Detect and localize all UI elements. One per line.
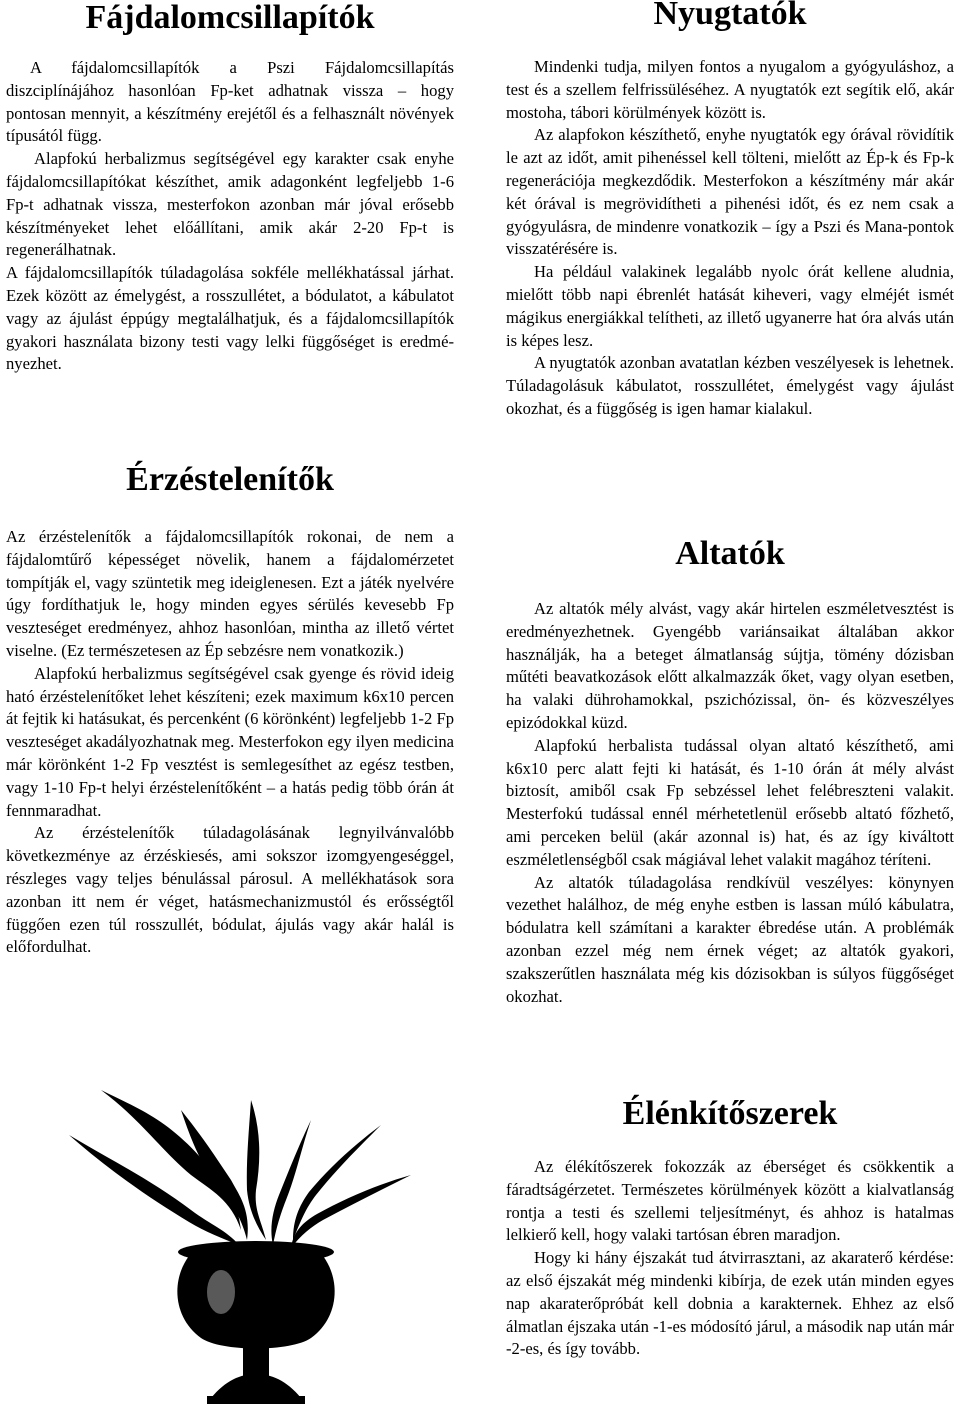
section-title: Altatók [675,535,785,572]
paragraph: Hogy ki hány éjszakát tud átvirrasztani, az akaraterő kérdése: az első éjszakát még mindenki kibírja, de ezek után minden egyes nap akaraterőpróbát kell dobnia a karakternek. Ehhez az első álmatlan éjszaka után -1-es módosító járul, a második nap után már -2-es, és így tovább. [506,1248,954,1359]
paragraph: Az érzéstelenítők túladagolásának legnyilvánvalóbb következménye az érzéskiesés, ami sokszor izomgyengeséggel, részleges vagy teljes bénulással párosul. A mellékhatások sora azonban itt nem ér véget, hatásmechanizmustól és erősségtől függően ezen túl rosszullét, bódulat, ájulás vagy akár halál is előfordulhat. [6,823,454,957]
paragraph: Az altatók mély alvást, vagy akár hirtelen eszméletvesztést is eredményezhetnek. Gyengébb variánsaikat általában akkor használják, ha a beteget álmatlanság sújtja, tömény dózisban műtéti beavatkozások előtt alkalmazzák őket, vagy olyan esetben, ha valaki dührohamokkal, pszichózissal, ön- és közveszélyes epizódokkal küzd. [506,599,954,732]
section-altatok [506,536,954,1008]
paragraph: Az élékítőszerek fokozzák az éberséget és csökkentik a fáradtságérzetet. Természetes körülmények között a kialvatlanság rontja a testi és szellemi teljesítményt, és ahhoz is hatalmas lelkierő kell, hogy valaki tartósan ébren maradjon. [506,1157,954,1245]
paragraph: Alapfokú herbalizmus segítségével egy karakter csak enyhe fájdalomcsillapítókat készíthet, amik adagonként legfeljebb 1-6 Fp-t adhatnak vissza, mesterfokon azonban már jóval erősebb készítményeket lehet előállítani, amik akár 2-20 Fp-t is regenerálhatnak. [6,149,454,260]
paragraph: Alapfokú herbalizmus segítségével csak gyenge és rövid ideig ható érzéstelenítőket lehet készíteni; ezek maximum k6x10 percen át fejtik ki hatásukat, és percenként (6 körönként) legfeljebb 1-2 Fp veszteséget akadályozhatnak meg. Mesterfokon egy ilyen medicina már körönként 1-2 Fp vesztést is semlegesíthet az egész testben, vagy 1-10 Fp-t helyi érzéstelenítőként – a hatás pedig több órán át fennmaradhat. [6,663,454,820]
paragraph: A fájdalomcsillapítók túladagolása sokféle mellékhatással járhat. Ezek között az émelygést, a rosszullétet, a bódulatot, a kábulatot vagy az ájulást éppúgy megtalálhatjuk, és a fájdalomcsillapítók gyakori használata bizony testi vagy lelki függőséget is eredményezhet. [6,263,454,374]
section-fajdalomcsillapitok [6,0,454,376]
section-nyugtatok [506,0,954,421]
section-elenkitoszerek [506,1096,954,1361]
section-title: Élénkítőszerek [622,1095,838,1132]
section-erzestelenitok [6,462,454,959]
paragraph: A nyugtatók azonban avatatlan kézben veszélyesek is lehetnek. Túladagolásuk kábulatot, rosszullétet, émelygést vagy ájulást okozhat, és a függőség is igen hamar kialakul. [506,353,954,418]
cauldron-illustration [61,1080,441,1410]
paragraph: A fájdalomcsillapítók a Pszi Fájdalomcsillapítás diszciplínájához hasonlóan Fp-ket adhatnak vissza – hogy pontosan mennyit, a készítmény erejétől és a felhasznált növények típusától függ. [6,58,454,146]
paragraph: Mindenki tudja, milyen fontos a nyugalom a gyógyuláshoz, a test és a szellem felfrissüléséhez. A nyugtatók ezt segítik elő, akár mostoha, tábori körülmények között is. [506,57,954,122]
paragraph: Az alapfokon készíthető, enyhe nyugtatók egy órával rövidítik le azt az időt, amit pihenéssel kell tölteni, mielőtt az Ép-k és Fp-k regenerációja megkezdődik. Mesterfokon a készítmény már akár két órával is megrövidítheti a pihenési időt, és ez nem csak a gyógyulásra, de mindenre vonatkozik – így a Pszi és Mana-pontok visszatérésére is. [506,125,954,259]
paragraph: Alapfokú herbalista tudással olyan altató készíthető, ami k6x10 perc alatt fejti ki hatását, és 1-10 órán át mély alvást biztosít, amiből csak Fp sebzéssel lehet felébreszteni valakit. Mesterfokú tudással ennél mérhetetlenül erősebb altató főzhető, ami perceken belül (akár azonnal is) hat, és az így kiváltott eszméletlenségből csak mágiával lehet valakit magához téríteni. [506,735,954,869]
paragraph: Ha például valakinek legalább nyolc órát kellene aludnia, mielőtt több napi ébrenlét hatását kiheveri, vagy elméjét ismét mágikus energiákkal telítheti, az illető ugyanerre hat óra alvás után is képes lesz. [506,262,954,350]
paragraph: Az érzéstelenítők a fájdalomcsillapítók rokonai, de nem a fájdalomtűrő képességet növelik, hanem a fájdalomérzetet tompítják el, vagy szüntetik meg ideiglenesen. Ezt a játék nyelvére úgy fordíthatjuk le, hogy minden egyes sérülés kevesebb Fp veszteséget eredményez, ahhoz hasonlóan, mintha az illető vértet viselne. (Ez természetesen az Ép sebzésre nem vonatkozik.) [6,527,454,660]
section-title: Fájdalomcsillapítók [85,0,375,36]
section-title: Érzéstelenítők [126,461,334,498]
paragraph: Az altatók túladagolása rendkívül veszélyes: könynyen vezethet halálhoz, de még enyhe estben is lassan múló kábulatra, bódulatra kell számítani a karakter ébredése után. A problémák azonban ezzel még nem érnek véget; az altatók gyakori, szakszerűtlen használata még kis dózisokban is súlyos függőséget okozhat. [506,872,954,1006]
section-title: Nyugtatók [653,0,807,32]
